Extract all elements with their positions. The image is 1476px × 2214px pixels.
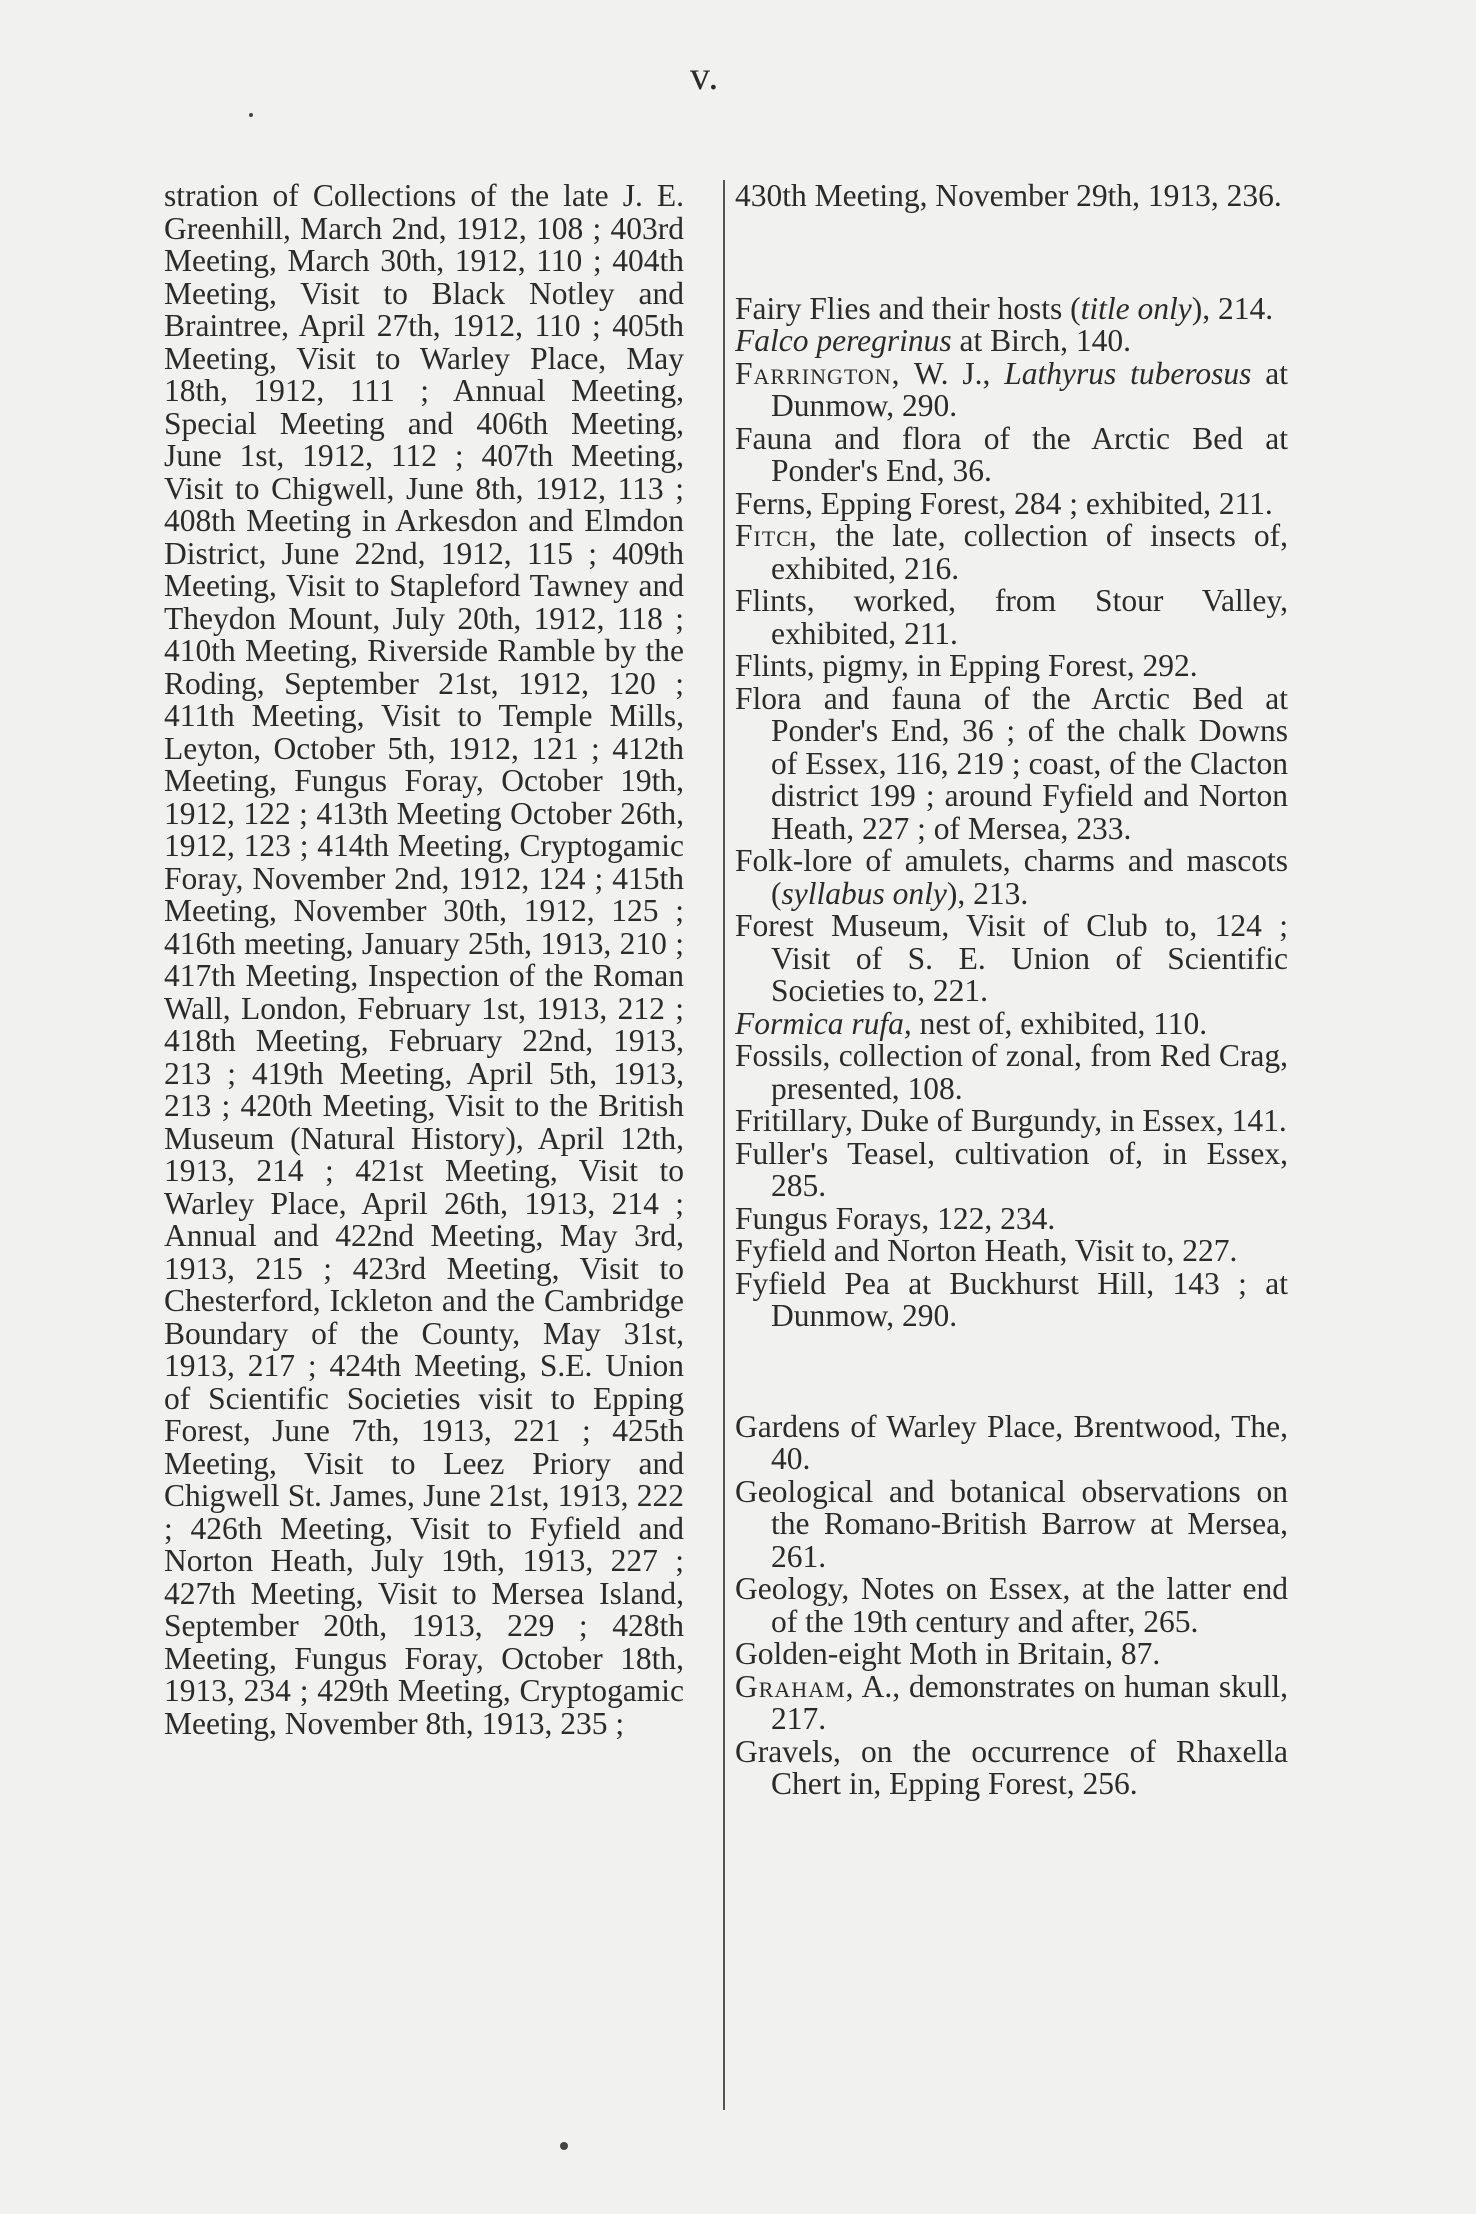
entry-text: Ferns, Epping Forest, 284 ; exhibited, 211. xyxy=(735,485,1273,521)
entry-text: Flints, pigmy, in Epping Forest, 292. xyxy=(735,648,1198,683)
entry-text: Gardens of Warley Place, Brentwood, The, 40. xyxy=(735,1408,1288,1476)
entry-text: W. J., xyxy=(900,355,1005,391)
print-speck xyxy=(249,113,253,117)
index-entry xyxy=(735,845,1288,910)
print-speck xyxy=(560,2142,568,2150)
index-entry xyxy=(735,1105,1288,1138)
index-entry xyxy=(735,1265,1288,1333)
entry-author: Graham, xyxy=(735,1668,855,1704)
entry-text: ), 213. xyxy=(946,875,1029,911)
entry-text: at Birch, 140. xyxy=(951,323,1132,358)
index-entry xyxy=(735,355,1289,423)
entry-text: Gravels, on the occurrence of Rhaxella Chert in, Epping Forest, 256. xyxy=(735,1733,1288,1801)
entry-text: Flora and fauna of the Arctic Bed at Ponder's End, 36 ; of the chalk Downs of Essex, 116, 219 ; coast, of the Clacton district 199 ; around Fyfield and Norton Heath, 227 ; of Mersea, 233. xyxy=(735,680,1288,846)
index-entry xyxy=(735,1135,1288,1203)
entry-text: Fyfield Pea at Buckhurst Hill, 143 ; at Dunmow, 290. xyxy=(735,1265,1288,1333)
index-entry xyxy=(735,290,1288,326)
index-entry xyxy=(735,650,1288,683)
entry-text: Folk-lore of amulets, charms and mascots ( xyxy=(735,843,1288,911)
index-entry xyxy=(735,1040,1288,1105)
index-entry xyxy=(735,520,1288,585)
index-entry xyxy=(735,1733,1288,1801)
right-column xyxy=(735,180,1288,1801)
index-entry xyxy=(735,910,1288,1008)
index-entry xyxy=(735,680,1288,846)
section-gap xyxy=(735,1333,1288,1411)
entry-text: A., demonstrates on human skull, 217. xyxy=(771,1668,1288,1736)
section-gap xyxy=(735,213,1288,293)
meetings-list-text: stration of Collections of the late J. E. Greenhill, March 2nd, 1912, 108 ; 403rd Meeting, March 30th, 1912, 110 ; 404th Meeting, Visit to Black Notley and Braintree, April 27th, 1912, 110 ; 405th Meeting, Visit to Warley Place, May 18th, 1912, 111 ; Annual Meeting, Special Meeting and 406th Meeting, June 1st, 1912, 112 ; 407th Meeting, Visit to Chigwell, June 8th, 1912, 113 ; 408th Meeting in Arkesdon and Elmdon District, June 22nd, 1912, 115 ; 409th Meeting, Visit to Stapleford Tawney and Theydon Mount, July 20th, 1912, 118 ; 410th Meeting, Riverside Ramble by the Roding, September 21st, 1912, 120 ; 411th Meeting, Visit to Temple Mills, Leyton, October 5th, 1912, 121 ; 412th Meeting, Fungus Foray, October 19th, 1912, 122 ; 413th Meeting October 26th, 1912, 123 ; 414th Meeting, Cryptogamic Foray, November 2nd, 1912, 124 ; 415th Meeting, November 30th, 1912, 125 ; 416th meeting, January 25th, 1913, 210 ; 417th Meeting, Inspection of the Roman Wall, London, February 1st, 1913, 212 ; 418th Meeting, February 22nd, 1913, 213 ; 419th Meeting, April 5th, 1913, 213 ; 420th Meeting, Visit to the British Museum (Natural History), April 12th, 1913, 214 ; 421st Meeting, Visit to Warley Place, April 26th, 1913, 214 ; Annual and 422nd Meeting, May 3rd, 1913, 215 ; 423rd Meeting, Visit to Chesterford, Ickleton and the Cambridge Boundary of the County, May 31st, 1913, 217 ; 424th Meeting, S.E. Union of Scientific Societies visit to Epping Forest, June 7th, 1913, 221 ; 425th Meeting, Visit to Leez Priory and Chigwell St. James, June 21st, 1913, 222 ; 426th Meeting, Visit to Fyfield and Norton Heath, July 19th, 1913, 227 ; 427th Meeting, Visit to Mersea Island, September 20th, 1913, 229 ; 428th Meeting, Fungus Foray, October 18th, 1913, 234 ; 429th Meeting, Cryptogamic Meeting, November 8th, 1913, 235 ; xyxy=(164,178,684,1741)
meetings-list-continuation: 430th Meeting, November 29th, 1913, 236. xyxy=(735,178,1282,213)
entry-italic: Lathyrus tuberosus xyxy=(1004,355,1252,391)
index-entry xyxy=(735,1408,1288,1476)
entry-text: ), 214. xyxy=(1191,290,1274,326)
index-entry xyxy=(735,585,1288,650)
index-entry xyxy=(735,1473,1288,1574)
entry-author: Fitch, xyxy=(735,518,818,553)
entry-text: Geology, Notes on Essex, at the latter end of the 19th century and after, 265. xyxy=(735,1571,1288,1639)
index-entry xyxy=(735,1638,1288,1671)
index-entry xyxy=(735,1235,1288,1268)
entry-text: Flints, worked, from Stour Valley, exhibited, 211. xyxy=(735,583,1288,651)
entry-text: Fritillary, Duke of Burgundy, in Essex, 141. xyxy=(735,1103,1287,1138)
entry-italic: Formica rufa, xyxy=(735,1005,912,1041)
entry-text: Geological and botanical observations on the Romano-British Barrow at Mersea, 261. xyxy=(735,1473,1288,1574)
left-column xyxy=(164,180,684,1740)
index-entry xyxy=(735,325,1288,358)
entry-text: the late, collection of insects of, exhibited, 216. xyxy=(771,518,1288,586)
entry-text: Fuller's Teasel, cultivation of, in Essex, 285. xyxy=(735,1135,1288,1203)
entry-text: Fossils, collection of zonal, from Red Crag, presented, 108. xyxy=(735,1038,1288,1106)
entry-author: Farrington, xyxy=(735,355,901,391)
entry-text: at Dunmow, 290. xyxy=(771,355,1289,423)
entry-text: Golden-eight Moth in Britain, 87. xyxy=(735,1636,1161,1671)
column-divider xyxy=(723,180,725,2110)
entry-text: Forest Museum, Visit of Club to, 124 ; Visit of S. E. Union of Scientific Societies to, 221. xyxy=(735,908,1288,1008)
entry-text: Fauna and flora of the Arctic Bed at Ponder's End, 36. xyxy=(735,420,1288,488)
entry-text: Fyfield and Norton Heath, Visit to, 227. xyxy=(735,1233,1238,1268)
entry-italic: Falco peregrinus xyxy=(735,323,952,358)
index-entry xyxy=(735,420,1288,488)
entry-text: Fungus Forays, 122, 234. xyxy=(735,1200,1056,1236)
index-entries-g xyxy=(735,1408,1288,1801)
index-entries-f xyxy=(735,290,1289,1333)
entry-italic: syllabus only xyxy=(781,875,947,911)
entry-text: nest of, exhibited, 110. xyxy=(911,1005,1208,1041)
index-entry xyxy=(735,1668,1288,1736)
index-entry xyxy=(735,1200,1288,1236)
index-entry xyxy=(735,1573,1288,1638)
index-entry xyxy=(735,485,1288,521)
entry-text: Fairy Flies and their hosts ( xyxy=(735,290,1081,326)
index-entry xyxy=(735,1005,1288,1041)
entry-italic: title only xyxy=(1080,290,1192,326)
page-folio: v. xyxy=(690,53,720,98)
